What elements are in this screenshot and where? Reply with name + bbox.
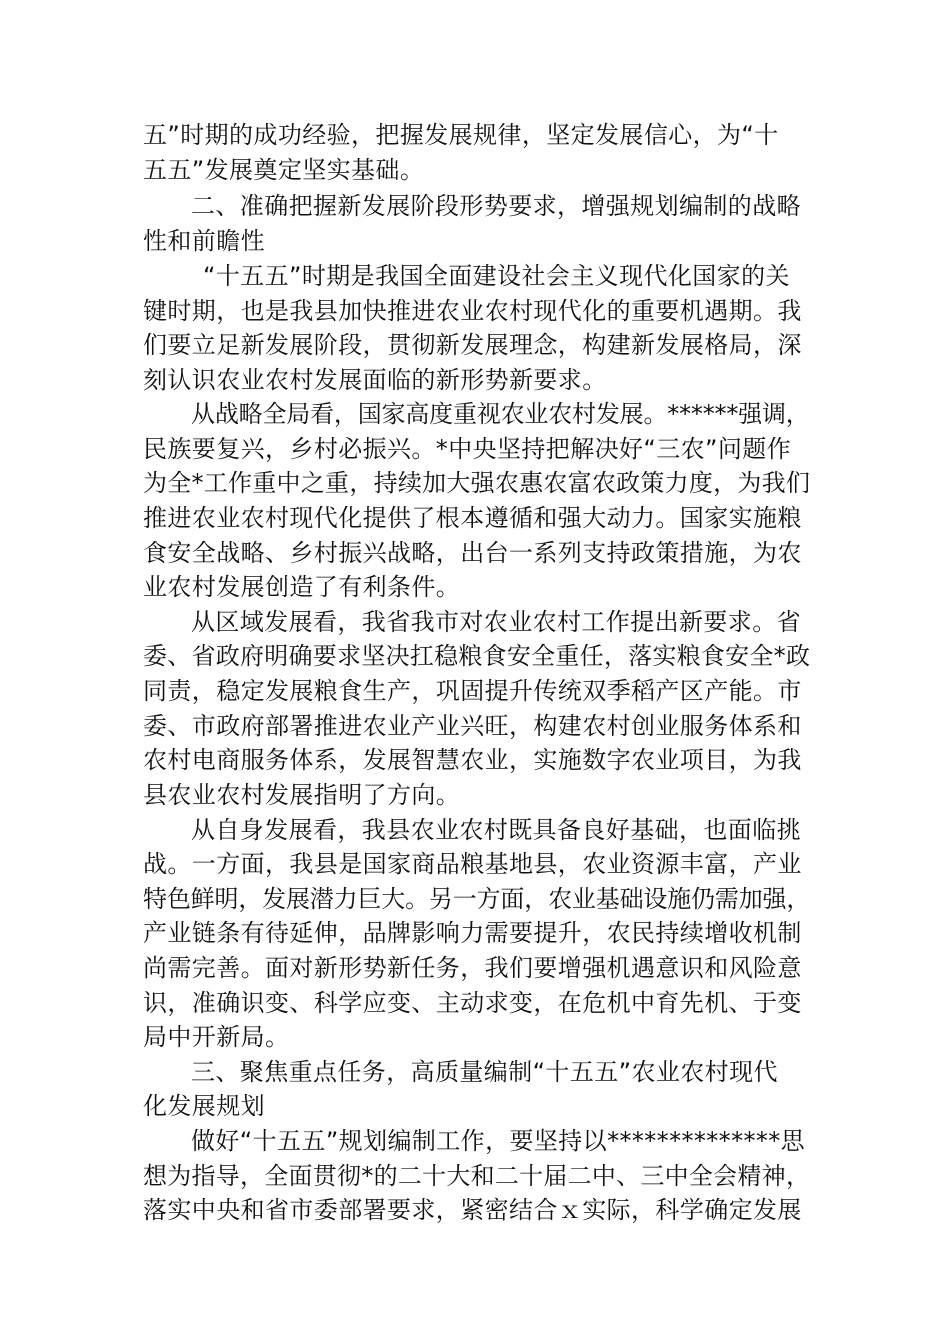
section-heading: 三、聚焦重点任务，高质量编制“十五五”农业农村现代: [191, 1058, 778, 1086]
text-line: 从战略全局看，国家高度重视农业农村发展。******强调，: [191, 400, 810, 428]
text-line: 战。一方面，我县是国家商品粮基地县，农业资源丰富，产业: [143, 850, 802, 878]
section-heading: 二、准确把握新发展阶段形势要求，增强规划编制的战略: [191, 192, 801, 220]
text-line: 为全*工作重中之重，持续加大强农惠农富农政策力度，为我们: [143, 469, 811, 497]
text-line: 从区域发展看，我省我市对农业农村工作提出新要求。省: [191, 608, 801, 636]
text-line: 五”时期的成功经验，把握发展规律，坚定发展信心，为“十: [143, 121, 779, 149]
text-line: “十五五”时期是我国全面建设社会主义现代化国家的关: [203, 262, 790, 290]
text-line: 落实中央和省市委部署要求，紧密结合ｘ实际，科学确定发展: [143, 1196, 802, 1224]
text-line: 键时期，也是我县加快推进农业农村现代化的重要机遇期。我: [143, 297, 802, 325]
text-line: 产业链条有待延伸，品牌影响力需要提升，农民持续增收机制: [143, 919, 802, 947]
text-line: 识，准确识变、科学应变、主动求变，在危机中育先机、于变: [143, 989, 802, 1017]
text-line: 食安全战略、乡村振兴战略，出台一系列支持政策措施，为农: [143, 539, 802, 567]
text-line: 想为指导，全面贯彻*的二十大和二十届二中、三中全会精神，: [143, 1162, 811, 1190]
text-line: 推进农业农村现代化提供了根本遵循和强大动力。国家实施粮: [143, 504, 802, 532]
section-heading: 性和前瞻性: [143, 227, 265, 255]
text-line: 县农业农村发展指明了方向。: [143, 781, 461, 809]
text-line: 业农村发展创造了有利条件。: [143, 573, 461, 601]
text-line: 做好“十五五”规划编制工作，要坚持以**************思: [191, 1127, 806, 1155]
text-line: 尚需完善。面对新形势新任务，我们要增强机遇意识和风险意: [143, 954, 802, 982]
text-line: 从自身发展看，我县农业农村既具备良好基础，也面临挑: [191, 816, 801, 844]
text-line: 特色鲜明，发展潜力巨大。另一方面，农业基础设施仍需加强，: [143, 885, 811, 913]
text-line: 委、省政府明确要求坚决扛稳粮食安全重任，落实粮食安全*政: [143, 642, 811, 670]
text-line: 五五”发展奠定坚实基础。: [143, 156, 425, 184]
text-line: 民族要复兴，乡村必振兴。*中央坚持把解决好“三农”问题作: [143, 435, 792, 463]
section-heading: 化发展规划: [143, 1092, 265, 1120]
text-line: 局中开新局。: [143, 1023, 290, 1051]
text-line: 委、市政府部署推进农业产业兴旺，构建农村创业服务体系和: [143, 712, 802, 740]
text-line: 刻认识农业农村发展面临的新形势新要求。: [143, 366, 607, 394]
text-line: 们要立足新发展阶段，贯彻新发展理念，构建新发展格局，深: [143, 331, 802, 359]
text-line: 同责，稳定发展粮食生产，巩固提升传统双季稻产区产能。市: [143, 677, 802, 705]
text-line: 农村电商服务体系，发展智慧农业，实施数字农业项目，为我: [143, 746, 802, 774]
